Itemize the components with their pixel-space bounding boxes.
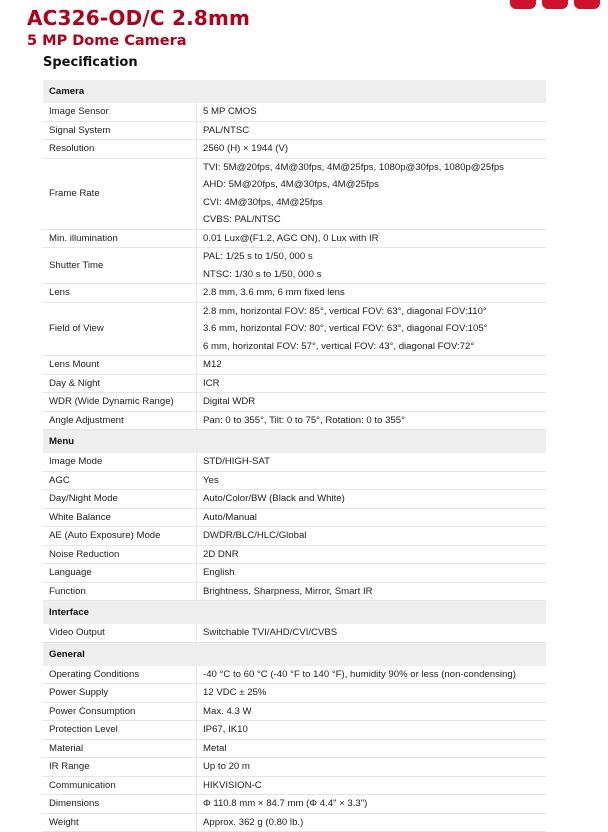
spec-value <box>197 546 546 564</box>
spec-row <box>43 230 546 249</box>
spec-value <box>197 490 546 508</box>
spec-value-line: 6 mm, horizontal FOV: 57°, vertical FOV: 43°, diagonal FOV:72° <box>203 338 546 356</box>
spec-value <box>197 472 546 490</box>
spec-row <box>43 393 546 412</box>
spec-key: Language <box>43 564 197 582</box>
spec-value-line: 2D DNR <box>203 546 546 564</box>
spec-value <box>197 527 546 545</box>
spec-row <box>43 303 546 357</box>
spec-value-line: NTSC: 1/30 s to 1/50, 000 s <box>203 266 546 284</box>
spec-key: Lens <box>43 284 197 302</box>
spec-value-line: 0.01 Lux@(F1.2, AGC ON), 0 Lux with IR <box>203 230 546 248</box>
spec-value-line: CVBS: PAL/NTSC <box>203 211 546 229</box>
spec-row <box>43 583 546 602</box>
spec-key: White Balance <box>43 509 197 527</box>
spec-value <box>197 583 546 601</box>
spec-key: Frame Rate <box>43 159 197 229</box>
spec-value-line: English <box>203 564 546 582</box>
spec-row <box>43 721 546 740</box>
spec-key: Power Supply <box>43 684 197 702</box>
spec-key: AGC <box>43 472 197 490</box>
spec-row <box>43 284 546 303</box>
spec-row <box>43 546 546 565</box>
spec-value-line: Auto/Manual <box>203 509 546 527</box>
spec-key: Lens Mount <box>43 356 197 374</box>
spec-row <box>43 684 546 703</box>
spec-key: Image Sensor <box>43 103 197 121</box>
spec-value-line: 3.6 mm, horizontal FOV: 80°, vertical FOV: 63°, diagonal FOV:105° <box>203 320 546 338</box>
spec-key: Dimensions <box>43 795 197 813</box>
spec-row <box>43 795 546 814</box>
spec-value <box>197 412 546 430</box>
brand-logo <box>506 0 608 14</box>
spec-value-line: 2.8 mm, 3.6 mm, 6 mm fixed lens <box>203 284 546 302</box>
spec-value <box>197 740 546 758</box>
spec-row <box>43 777 546 796</box>
spec-value-line: HIKVISION-C <box>203 777 546 795</box>
spec-value-line: Yes <box>203 472 546 490</box>
spec-value <box>197 103 546 121</box>
spec-value-line: Switchable TVI/AHD/CVI/CVBS <box>203 624 546 642</box>
spec-key: IR Range <box>43 758 197 776</box>
spec-key: Shutter Time <box>43 248 197 283</box>
spec-row <box>43 814 546 832</box>
spec-row <box>43 703 546 722</box>
spec-value-line: Φ 110.8 mm × 84.7 mm (Φ 4.4" × 3.3") <box>203 795 546 813</box>
spec-value-line: CVI: 4M@30fps, 4M@25fps <box>203 194 546 212</box>
spec-key: Material <box>43 740 197 758</box>
spec-row <box>43 412 546 431</box>
spec-value-line: Approx. 362 g (0.80 lb.) <box>203 814 546 832</box>
spec-value <box>197 777 546 795</box>
spec-value <box>197 814 546 832</box>
spec-value <box>197 356 546 374</box>
spec-key: Noise Reduction <box>43 546 197 564</box>
spec-value <box>197 721 546 739</box>
spec-row <box>43 103 546 122</box>
spec-key: Operating Conditions <box>43 666 197 684</box>
spec-key: Resolution <box>43 140 197 158</box>
spec-key: Field of View <box>43 303 197 356</box>
specification-table <box>43 80 546 832</box>
spec-value <box>197 159 546 229</box>
spec-value-line: TVI: 5M@20fps, 4M@30fps, 4M@25fps, 1080p@30fps, 1080p@25fps <box>203 159 546 177</box>
spec-row <box>43 356 546 375</box>
section-header-menu: Menu <box>43 430 546 453</box>
spec-value <box>197 140 546 158</box>
spec-row <box>43 624 546 643</box>
spec-value-line: 5 MP CMOS <box>203 103 546 121</box>
spec-row <box>43 375 546 394</box>
page-title: AC326-OD/C 2.8mm <box>27 6 250 30</box>
spec-key: Signal System <box>43 122 197 140</box>
spec-value-line: IP67, IK10 <box>203 721 546 739</box>
spec-row <box>43 666 546 685</box>
spec-row <box>43 509 546 528</box>
spec-row <box>43 564 546 583</box>
spec-value <box>197 284 546 302</box>
spec-row <box>43 140 546 159</box>
spec-value <box>197 393 546 411</box>
spec-value <box>197 375 546 393</box>
spec-key: Weight <box>43 814 197 832</box>
spec-key: AE (Auto Exposure) Mode <box>43 527 197 545</box>
spec-value-line: ICR <box>203 375 546 393</box>
spec-value-line: PAL: 1/25 s to 1/50, 000 s <box>203 248 546 266</box>
section-header-camera: Camera <box>43 80 546 103</box>
spec-value-line: 2560 (H) × 1944 (V) <box>203 140 546 158</box>
spec-key: Function <box>43 583 197 601</box>
spec-row <box>43 122 546 141</box>
spec-value <box>197 122 546 140</box>
spec-key: Power Consumption <box>43 703 197 721</box>
spec-key: Communication <box>43 777 197 795</box>
spec-value-line: Metal <box>203 740 546 758</box>
spec-value-line: AHD: 5M@20fps, 4M@30fps, 4M@25fps <box>203 176 546 194</box>
spec-key: Video Output <box>43 624 197 642</box>
spec-value-line: 12 VDC ± 25% <box>203 684 546 702</box>
spec-row <box>43 248 546 284</box>
spec-value <box>197 509 546 527</box>
section-header-general: General <box>43 643 546 666</box>
spec-value-line: Max. 4.3 W <box>203 703 546 721</box>
spec-value-line: Up to 20 m <box>203 758 546 776</box>
spec-value-line: Auto/Color/BW (Black and White) <box>203 490 546 508</box>
spec-value <box>197 666 546 684</box>
spec-key: Angle Adjustment <box>43 412 197 430</box>
spec-row <box>43 740 546 759</box>
spec-key: Day/Night Mode <box>43 490 197 508</box>
spec-key: Min. illumination <box>43 230 197 248</box>
spec-row <box>43 472 546 491</box>
spec-value <box>197 248 546 283</box>
spec-value <box>197 624 546 642</box>
specification-heading: Specification <box>43 55 138 70</box>
spec-value-line: Digital WDR <box>203 393 546 411</box>
spec-value-line: 2.8 mm, horizontal FOV: 85°, vertical FOV: 63°, diagonal FOV:110° <box>203 303 546 321</box>
section-header-interface: Interface <box>43 601 546 624</box>
spec-row <box>43 758 546 777</box>
spec-value <box>197 795 546 813</box>
spec-value-line: PAL/NTSC <box>203 122 546 140</box>
spec-value <box>197 564 546 582</box>
spec-row <box>43 159 546 230</box>
spec-value <box>197 758 546 776</box>
spec-row <box>43 453 546 472</box>
spec-value <box>197 303 546 356</box>
spec-key: Protection Level <box>43 721 197 739</box>
spec-value-line: Brightness, Sharpness, Mirror, Smart IR <box>203 583 546 601</box>
spec-key: Day & Night <box>43 375 197 393</box>
spec-value <box>197 684 546 702</box>
spec-value-line: DWDR/BLC/HLC/Global <box>203 527 546 545</box>
spec-value <box>197 453 546 471</box>
spec-key: WDR (Wide Dynamic Range) <box>43 393 197 411</box>
spec-value <box>197 230 546 248</box>
product-subtitle: 5 MP Dome Camera <box>27 33 187 49</box>
spec-value-line: STD/HIGH-SAT <box>203 453 546 471</box>
spec-row <box>43 490 546 509</box>
spec-row <box>43 527 546 546</box>
spec-key: Image Mode <box>43 453 197 471</box>
spec-value-line: M12 <box>203 356 546 374</box>
spec-value-line: -40 °C to 60 °C (-40 °F to 140 °F), humidity 90% or less (non-condensing) <box>203 666 546 684</box>
spec-value-line: Pan: 0 to 355°, Tilt: 0 to 75°, Rotation: 0 to 355° <box>203 412 546 430</box>
spec-value <box>197 703 546 721</box>
